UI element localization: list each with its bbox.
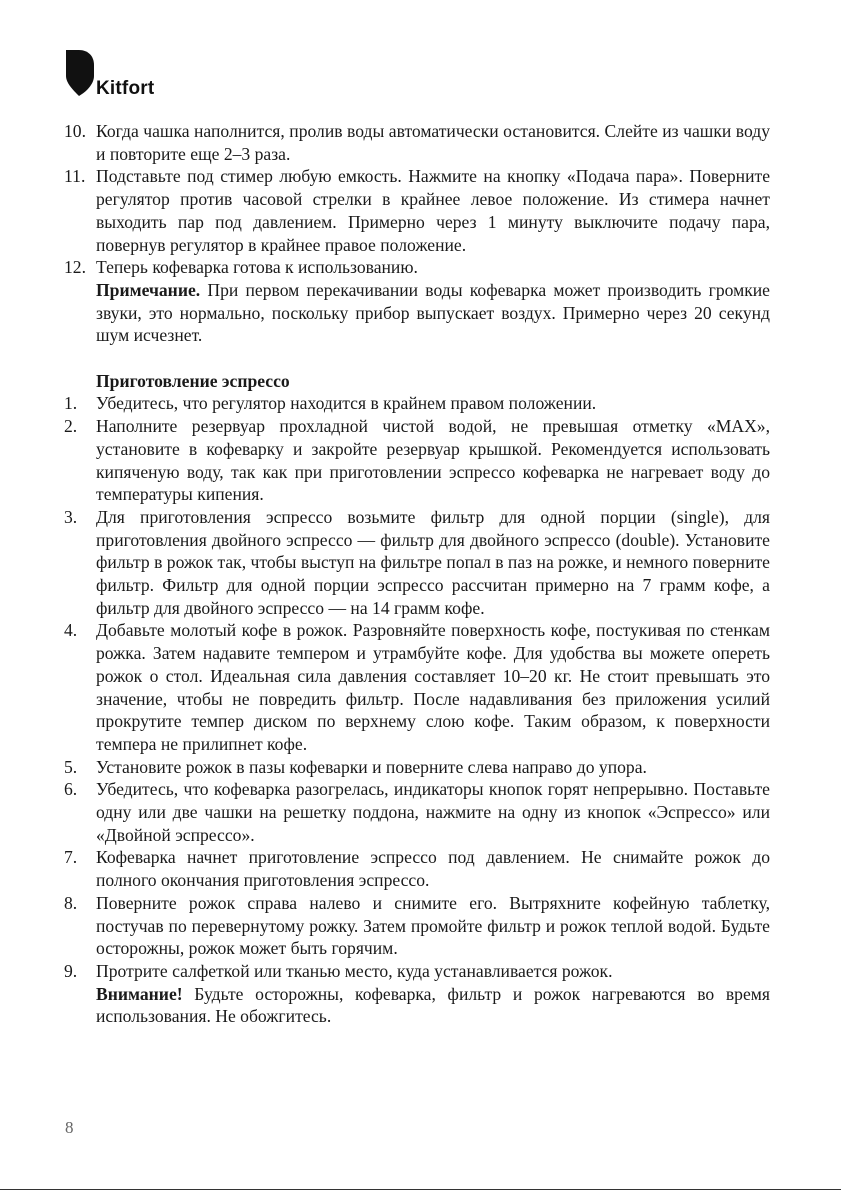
list-item [64,256,770,279]
warning-text: Будьте осторожны, кофеварка, фильтр и рожок нагреваются во время использования. Не обожгитесь. [96,983,770,1027]
list-number: 4. [64,620,78,641]
list-text: Наполните резервуар прохладной чистой водой, не превышая отметку «MAX», установите в кофеварку и закройте резервуар крышкой. Рекомендуется использовать кипяченую воду, так как при приготовлении эспрессо кофеварка не нагревает воду до температуры кипения. [96,416,770,505]
list-number: 8. [64,892,78,913]
list-item [64,756,770,779]
kitfort-logo-icon [66,50,94,96]
document-body [64,120,770,1028]
instruction-list-espresso [64,392,770,982]
warning-paragraph [96,983,770,1028]
list-text: Убедитесь, что кофеварка разогрелась, индикаторы кнопок горят непрерывно. Поставьте одну или две чашки на решетку поддона, нажмите на одну из кнопок «Эспрессо» или «Двойной эспрессо». [96,779,770,845]
brand-logo [66,50,186,100]
list-item [64,778,770,846]
instruction-list-setup [64,120,770,279]
list-number: 7. [64,847,78,868]
list-text: Убедитесь, что регулятор находится в крайнем правом положении. [96,393,597,414]
page-number: 8 [65,1118,74,1137]
list-item [64,415,770,506]
list-item [64,892,770,960]
list-number: 3. [64,506,78,527]
list-item [64,619,770,755]
list-text: Протрите салфеткой или тканью место, куда устанавливается рожок. [96,961,613,981]
list-item [64,506,770,620]
list-number: 6. [64,779,78,800]
list-number: 12. [64,257,86,278]
page-bottom-divider [0,1189,841,1190]
brand-name: Kitfort [96,78,155,99]
list-number: 10. [64,121,86,141]
list-item [64,960,770,983]
list-text: Когда чашка наполнится, пролив воды автоматически остановится. Слейте из чашки воду и повторите еще 2–3 раза. [96,121,770,164]
list-number: 2. [64,416,78,437]
note-text: При первом перекачивании воды кофеварка может производить громкие звуки, это нормально, поскольку прибор выпускает воздух. Примерно через 20 секунд шум исчезнет. [96,279,770,346]
list-text: Кофеварка начнет приготовление эспрессо под давлением. Не снимайте рожок до полного окончания приготовления эспрессо. [96,847,770,891]
list-item [64,165,770,256]
list-item [64,846,770,891]
warning-label: Внимание! [96,983,183,1004]
list-item [64,392,770,415]
list-number: 11. [64,166,86,187]
list-text: Подставьте под стимер любую емкость. Нажмите на кнопку «Подача пара». Поверните регулятор против часовой стрелки в крайнее левое положение. Из стимера начнет выходить пар под давлением. Примерно через 1 минуту выключите подачу пара, повернув регулятор в крайнее правое положение. [96,166,770,255]
list-text: Для приготовления эспрессо возьмите фильтр для одной порции (single), для приготовления двойного эспрессо — фильтр для двойного эспрессо (double). Установите фильтр в рожок так, чтобы выступ на фильтре попал в паз на рожке, и немного поверните фильтр. Фильтр для одной порции эспрессо рассчитан примерно на 7 грамм кофе, а фильтр для двойного эспрессо — на 14 грамм кофе. [96,506,770,618]
list-number: 1. [64,393,78,414]
list-number: 5. [64,756,78,777]
section-heading: Приготовление эспрессо [96,370,290,391]
note-paragraph [96,279,770,347]
list-text: Теперь кофеварка готова к использованию. [96,257,418,278]
list-number: 9. [64,961,78,981]
note-label: Примечание. [96,279,201,300]
list-text: Поверните рожок справа налево и снимите его. Вытряхните кофейную таблетку, постучав по перевернутому рожку. Затем промойте фильтр и рожок теплой водой. Будьте осторожны, рожок может быть горячим. [96,892,770,959]
list-text: Добавьте молотый кофе в рожок. Разровняйте поверхность кофе, постукивая по стенкам рожка. Затем надавите темпером и утрамбуйте кофе. Для удобства вы можете опереть рожок о стол. Идеальная сила давления составляет 10–20 кг. Не стоит превышать это значение, чтобы не повредить фильтр. После надавливания без приложения усилий прокрутите темпер диском по верхнему слою кофе. Таким образом, к поверхности темпера не прилипнет кофе. [96,620,770,754]
list-text: Установите рожок в пазы кофеварки и поверните слева направо до упора. [96,756,647,777]
list-item [64,120,770,165]
